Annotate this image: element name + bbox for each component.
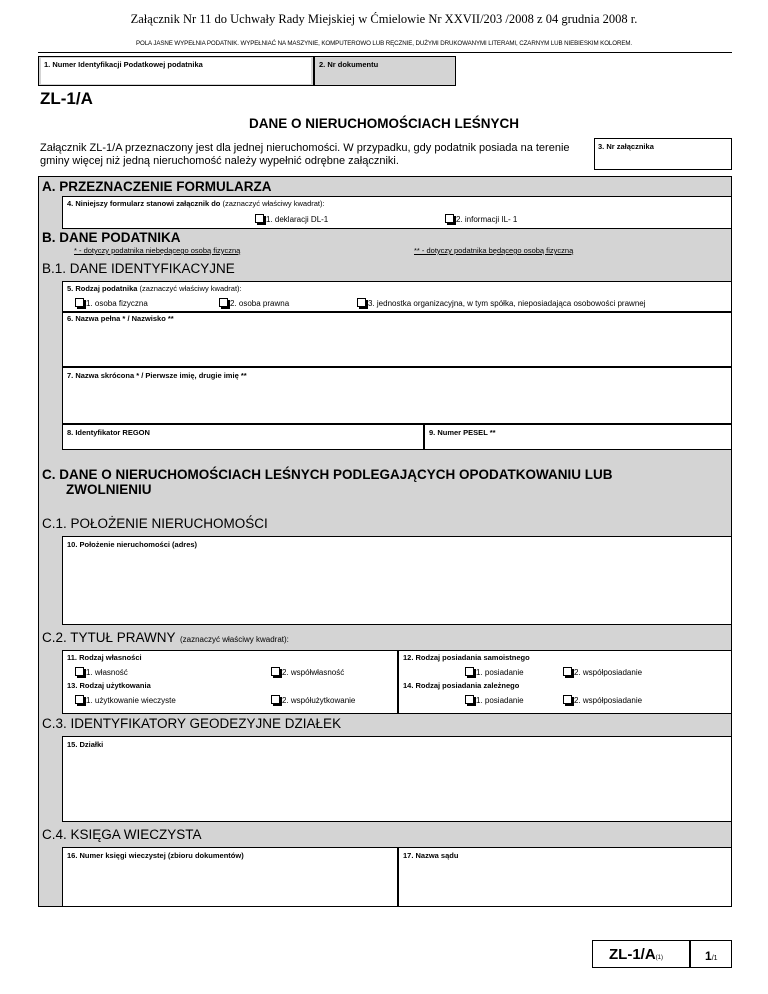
co-possession-option[interactable] xyxy=(563,667,642,677)
fill-instruction: POLA JASNE WYPEŁNIA PODATNIK. WYPEŁNIAĆ NA MASZYNIE, KOMPUTEROWO LUB RĘCZNIE, DUŻYMI DRUKOWANYMI LITERAMI, CZARNYM LUB NIEBIESKIM KOLOREM. xyxy=(135,40,633,47)
checkbox-icon xyxy=(255,214,264,223)
checkbox-icon xyxy=(465,695,474,704)
field-5 xyxy=(62,281,732,312)
type-legal-person-label: 2. osoba prawna xyxy=(230,299,290,308)
attachment-header: Załącznik Nr 11 do Uchwały Rady Miejskiej w Ćmielowie Nr XXVII/203 /2008 z 04 grudnia 2008 r. xyxy=(130,12,638,26)
field-12-label: 12. Rodzaj posiadania samoistnego xyxy=(403,653,530,662)
b1-title: B.1. DANE IDENTYFIKACYJNE xyxy=(42,261,235,276)
co-usufruct-label: 2. współużytkowanie xyxy=(282,696,356,705)
field-17-label: 17. Nazwa sądu xyxy=(403,851,459,860)
doc-no-label: 2. Nr dokumentu xyxy=(319,60,379,69)
co-possession-label: 2. współposiadanie xyxy=(574,668,643,677)
co-usufruct-option[interactable] xyxy=(271,695,355,705)
field-16-label: 16. Numer księgi wieczystej (zbioru dokumentów) xyxy=(67,851,244,860)
type-legal-person[interactable] xyxy=(219,298,289,308)
dependent-co-possession-option[interactable] xyxy=(563,695,642,705)
nip-field[interactable] xyxy=(41,58,311,84)
field-14-label: 14. Rodzaj posiadania zależnego xyxy=(403,681,520,690)
checkbox-icon xyxy=(445,214,454,223)
dependent-possession-label: 1. posiadanie xyxy=(476,696,524,705)
perpetual-usufruct-label: 1. użytkowanie wieczyste xyxy=(86,696,176,705)
possession-label: 1. posiadanie xyxy=(476,668,524,677)
field-13-label: 13. Rodzaj użytkowania xyxy=(67,681,151,690)
nip-label: 1. Numer Identyfikacji Podatkowej podatnika xyxy=(44,60,203,69)
field-11-label: 11. Rodzaj własności xyxy=(67,653,142,662)
checkbox-icon xyxy=(219,298,228,307)
possession-option[interactable] xyxy=(465,667,524,677)
field-8-label: 8. Identyfikator REGON xyxy=(67,428,150,437)
c4-title: C.4. KSIĘGA WIECZYSTA xyxy=(42,827,202,842)
field-10-label: 10. Położenie nieruchomości (adres) xyxy=(67,540,198,549)
footer-code: ZL-1/A xyxy=(609,946,656,963)
section-c-title-line1: C. DANE O NIERUCHOMOŚCIACH LEŚNYCH PODLEGAJĄCYCH OPODATKOWANIU LUB xyxy=(42,467,613,482)
fields-11-13 xyxy=(62,650,398,714)
type-natural-person-label: 1. osoba fizyczna xyxy=(86,299,148,308)
form-title: DANE O NIERUCHOMOŚCIACH LEŚNYCH xyxy=(248,116,519,131)
field-7-label: 7. Nazwa skrócona * / Pierwsze imię, drugie imię ** xyxy=(67,371,247,380)
c3-title: C.3. IDENTYFIKATORY GEODEZYJNE DZIAŁEK xyxy=(42,716,342,731)
dependent-co-possession-label: 2. współposiadanie xyxy=(574,696,643,705)
c2-title xyxy=(42,629,289,647)
section-c-title-line2: ZWOLNIENIU xyxy=(66,482,152,497)
field-4-label: 4. Niniejszy formularz stanowi załącznik do xyxy=(67,199,221,208)
checkbox-icon xyxy=(563,695,572,704)
checkbox-icon xyxy=(75,695,84,704)
footer-page-box xyxy=(690,940,732,968)
c2-title-text: C.2. TYTUŁ PRAWNY xyxy=(42,630,176,645)
nip-box xyxy=(38,56,314,86)
perpetual-usufruct-option[interactable] xyxy=(75,695,176,705)
ownership-option[interactable] xyxy=(75,667,128,677)
field-6-label: 6. Nazwa pełna * / Nazwisko ** xyxy=(67,314,174,323)
field-9-label: 9. Numer PESEL ** xyxy=(429,428,496,437)
field-8[interactable] xyxy=(62,424,424,450)
note-person: ** - dotyczy podatnika będącego osobą fizyczną xyxy=(414,246,574,255)
field-4 xyxy=(62,196,732,229)
section-b-title: B. DANE PODATNIKA xyxy=(42,230,181,245)
checkbox-icon xyxy=(465,667,474,676)
footer-page-total: /1 xyxy=(711,955,718,962)
footer-version: (1) xyxy=(655,955,664,961)
c1-title: C.1. POŁOŻENIE NIERUCHOMOŚCI xyxy=(42,516,268,531)
field-15[interactable] xyxy=(62,736,732,822)
checkbox-icon xyxy=(75,667,84,676)
field-17[interactable] xyxy=(398,847,732,907)
c2-hint: (zaznaczyć właściwy kwadrat): xyxy=(179,635,289,644)
option-il1-label: 2. informacji IL- 1 xyxy=(456,215,518,224)
checkbox-icon xyxy=(75,298,84,307)
section-c-title xyxy=(42,467,613,497)
option-dl1[interactable] xyxy=(255,214,328,224)
field-16[interactable] xyxy=(62,847,398,907)
field-5-label: 5. Rodzaj podatnika xyxy=(67,284,138,293)
ownership-label: 1. własność xyxy=(86,668,128,677)
footer-page: 1 xyxy=(705,949,712,963)
attachment-no-field[interactable] xyxy=(594,138,732,170)
field-6[interactable] xyxy=(62,312,732,367)
form-code: ZL-1/A xyxy=(40,89,93,108)
type-organizational-unit[interactable] xyxy=(357,298,646,308)
checkbox-icon xyxy=(563,667,572,676)
dependent-possession-option[interactable] xyxy=(465,695,524,705)
form-intro: Załącznik ZL-1/A przeznaczony jest dla jednej nieruchomości. W przypadku, gdy podatnik posiada na terenie gminy więcej niż jedną nieruchomość należy wypełnić odrębne załączniki. xyxy=(40,142,570,167)
option-dl1-label: 1. deklaracji DL-1 xyxy=(266,215,329,224)
doc-no-box xyxy=(314,56,456,86)
option-il1[interactable] xyxy=(445,214,517,224)
checkbox-icon xyxy=(357,298,366,307)
field-9[interactable] xyxy=(424,424,732,450)
attachment-no-label: 3. Nr załącznika xyxy=(598,142,654,151)
field-10[interactable] xyxy=(62,536,732,625)
type-organizational-unit-label: 3. jednostka organizacyjna, w tym spółka, nieposiadająca osobowości prawnej xyxy=(368,299,646,308)
section-a-title: A. PRZEZNACZENIE FORMULARZA xyxy=(42,179,272,194)
checkbox-icon xyxy=(271,667,280,676)
header-divider xyxy=(38,52,732,53)
co-ownership-option[interactable] xyxy=(271,667,344,677)
type-natural-person[interactable] xyxy=(75,298,148,308)
checkbox-icon xyxy=(271,695,280,704)
field-15-label: 15. Działki xyxy=(67,740,104,749)
footer-code-box xyxy=(592,940,690,968)
field-7[interactable] xyxy=(62,367,732,424)
field-4-hint: (zaznaczyć właściwy kwadrat): xyxy=(222,199,325,208)
note-nonperson: * - dotyczy podatnika niebędącego osobą fizyczną xyxy=(74,246,241,255)
fields-12-14 xyxy=(398,650,732,714)
co-ownership-label: 2. współwłasność xyxy=(282,668,345,677)
field-5-hint: (zaznaczyć właściwy kwadrat): xyxy=(139,284,242,293)
